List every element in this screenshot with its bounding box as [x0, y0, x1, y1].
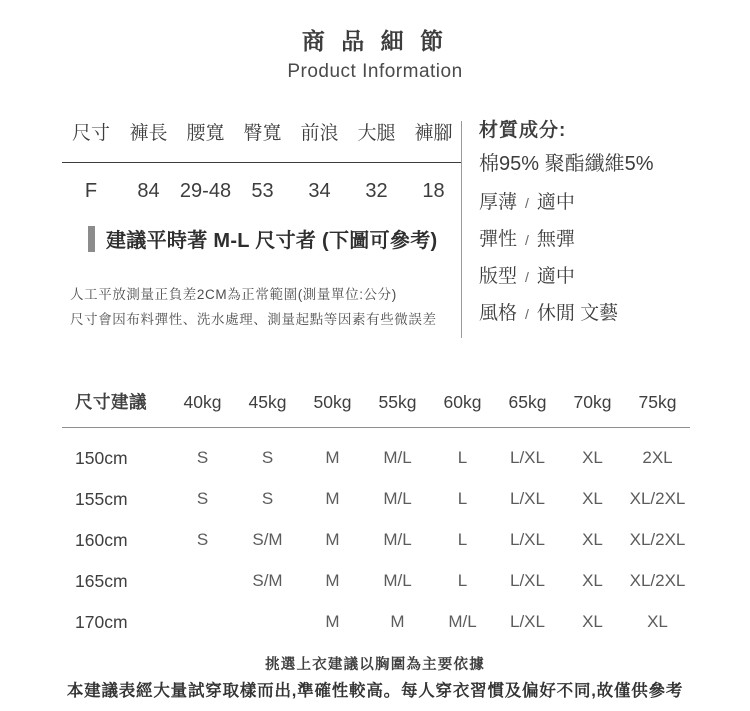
size-value-cell: M/L	[383, 530, 412, 549]
measurement-table-header-row	[62, 118, 462, 163]
material-composition: 棉95% 聚酯纖維5%	[479, 153, 654, 175]
material-attribute	[479, 302, 739, 326]
slash-separator: /	[525, 269, 529, 285]
weight-column-header: 50kg	[300, 392, 365, 428]
slash-separator: /	[525, 232, 529, 248]
measurement-column-header: 大腿	[348, 118, 405, 163]
measurement-value: 84	[137, 180, 160, 202]
size-chart-row	[62, 438, 690, 479]
height-row-header: 150cm	[75, 447, 128, 468]
size-recommendation-table	[62, 392, 690, 643]
slash-separator: /	[525, 306, 529, 322]
material-attribute-label: 厚薄	[479, 192, 518, 213]
size-value-cell: 2XL	[642, 448, 673, 467]
size-value-cell: S	[261, 489, 274, 508]
height-row-header: 160cm	[75, 529, 128, 550]
measurement-note-2: 尺寸會因布料彈性、洗水處理、測量起點等因素有些微誤差	[70, 312, 437, 327]
size-value-cell: M	[325, 612, 340, 631]
weight-column-header: 65kg	[495, 392, 560, 428]
size-value-cell: XL	[647, 612, 668, 631]
measurement-notes	[70, 282, 437, 332]
size-value-cell: XL	[582, 612, 603, 631]
size-value-cell: M/L	[448, 612, 477, 631]
height-row-header: 170cm	[75, 611, 128, 632]
material-attribute	[479, 228, 739, 252]
size-chart-header-row	[62, 392, 690, 428]
size-value-cell	[170, 602, 235, 643]
size-chart-row	[62, 479, 690, 520]
size-value-cell: M/L	[383, 489, 412, 508]
size-value-cell: L	[457, 448, 468, 467]
size-value-cell: L	[457, 489, 468, 508]
page-title: 商 品 細 節	[301, 28, 449, 54]
column-divider	[461, 121, 462, 338]
size-value-cell: XL	[582, 530, 603, 549]
measurement-column-header: 前浪	[291, 118, 348, 163]
measurement-table-value-row	[62, 163, 462, 205]
size-value-cell: S	[196, 489, 209, 508]
weight-column-header: 45kg	[235, 392, 300, 428]
measurement-value: 34	[308, 180, 331, 202]
size-value-cell: M	[325, 448, 340, 467]
fit-suggestion	[88, 224, 437, 253]
material-label: 材質成分:	[479, 120, 567, 141]
size-value-cell: XL/2XL	[629, 489, 686, 508]
size-chart-row	[62, 561, 690, 602]
measurement-column-header: 尺寸	[62, 118, 120, 163]
size-value-cell: M	[325, 489, 340, 508]
material-attribute-label: 彈性	[479, 229, 518, 250]
size-value-cell: XL	[582, 489, 603, 508]
measurement-value: 18	[422, 180, 445, 202]
material-attribute	[479, 191, 739, 215]
accent-bar	[88, 226, 95, 252]
material-attribute-label: 風格	[479, 303, 518, 324]
material-panel	[479, 118, 739, 326]
material-attribute-value: 適中	[536, 266, 575, 287]
footer-note-2: 本建議表經大量試穿取樣而出,準確性較高。每人穿衣習慣及偏好不同,故僅供參考	[66, 682, 684, 700]
size-value-cell: L	[457, 571, 468, 590]
height-row-header: 165cm	[75, 570, 128, 591]
measurement-column-header: 褲長	[120, 118, 177, 163]
fit-suggestion-text: 建議平時著 M-L 尺寸者 (下圖可參考)	[106, 230, 438, 252]
material-attribute-value: 無彈	[536, 229, 575, 250]
measurement-value: 29-48	[179, 180, 232, 202]
size-value-cell: S	[261, 448, 274, 467]
size-value-cell: M/L	[383, 448, 412, 467]
size-value-cell: M	[325, 571, 340, 590]
height-row-header: 155cm	[75, 488, 128, 509]
size-value-cell: L/XL	[510, 530, 545, 549]
measurement-value: F	[84, 180, 98, 202]
size-value-cell	[170, 561, 235, 602]
page-header	[0, 28, 750, 83]
page-subtitle: Product Information	[287, 61, 463, 82]
size-chart-row	[62, 602, 690, 643]
material-attribute-value: 休閒 文藝	[536, 303, 619, 324]
measurement-note-1: 人工平放測量正負差2CM為正常範圍(測量單位:公分)	[70, 287, 397, 302]
size-chart-row	[62, 520, 690, 561]
size-value-cell: L/XL	[510, 448, 545, 467]
size-value-cell: L/XL	[510, 612, 545, 631]
measurement-column-header: 腰寬	[177, 118, 234, 163]
weight-column-header: 75kg	[625, 392, 690, 428]
size-value-cell: XL/2XL	[629, 571, 686, 590]
measurement-value: 53	[251, 180, 274, 202]
size-value-cell: S	[196, 530, 209, 549]
material-attributes	[479, 191, 739, 326]
weight-column-header: 60kg	[430, 392, 495, 428]
measurement-column-header: 臀寬	[234, 118, 291, 163]
size-value-cell: S/M	[252, 530, 283, 549]
measurement-column-header: 褲腳	[405, 118, 462, 163]
material-attribute	[479, 265, 739, 289]
measurement-value: 32	[365, 180, 388, 202]
material-attribute-label: 版型	[479, 266, 518, 287]
weight-column-header: 55kg	[365, 392, 430, 428]
material-attribute-value: 適中	[536, 192, 575, 213]
size-value-cell: L/XL	[510, 571, 545, 590]
size-value-cell: M/L	[383, 571, 412, 590]
size-value-cell	[235, 602, 300, 643]
size-value-cell: L/XL	[510, 489, 545, 508]
size-value-cell: XL/2XL	[629, 530, 686, 549]
size-value-cell: M	[325, 530, 340, 549]
footer-note-1: 挑選上衣建議以胸圍為主要依據	[265, 657, 485, 673]
size-value-cell: S/M	[252, 571, 283, 590]
size-value-cell: XL	[582, 571, 603, 590]
size-value-cell: S	[196, 448, 209, 467]
size-value-cell: M	[390, 612, 405, 631]
size-value-cell: L	[457, 530, 468, 549]
weight-column-header: 40kg	[170, 392, 235, 428]
size-chart-corner-label: 尺寸建議	[62, 392, 170, 428]
slash-separator: /	[525, 195, 529, 211]
measurement-table	[62, 118, 462, 204]
weight-column-header: 70kg	[560, 392, 625, 428]
size-value-cell: XL	[582, 448, 603, 467]
